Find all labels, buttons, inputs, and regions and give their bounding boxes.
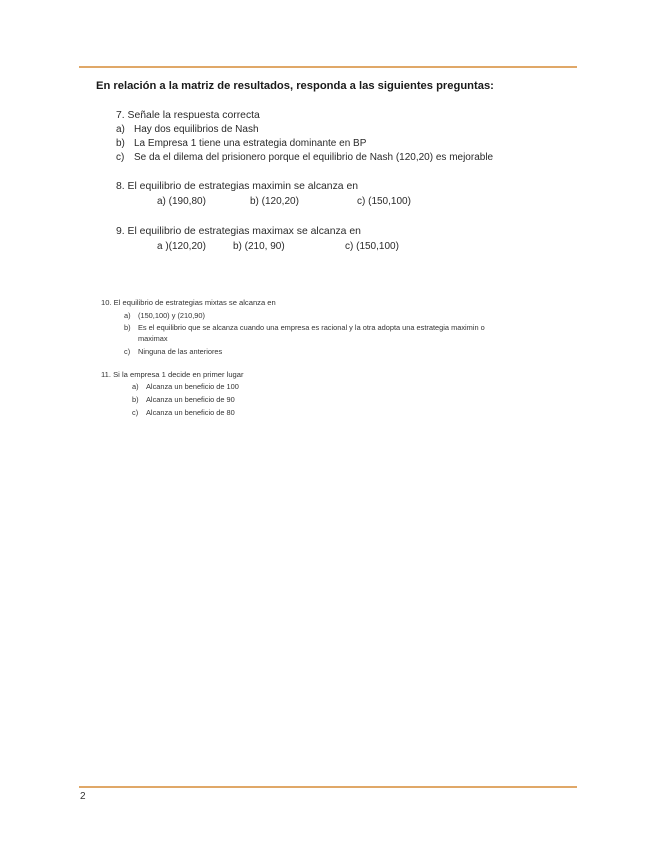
q10-option-a bbox=[124, 311, 205, 320]
footer-rule bbox=[79, 786, 577, 788]
q10-option-letter: c) bbox=[124, 347, 131, 356]
intro-text: En relación a la matriz de resultados, responda a las siguientes preguntas: bbox=[96, 80, 494, 92]
q7-title: 7. Señale la respuesta correcta bbox=[116, 110, 260, 121]
q11-option-letter: b) bbox=[132, 395, 139, 404]
q7-option-text: Se da el dilema del prisionero porque el equilibrio de Nash (120,20) es mejorable bbox=[134, 152, 494, 163]
q7-option-b bbox=[116, 138, 366, 149]
q10-option-text: Es el equilibrio que se alcanza cuando una empresa es racional y la otra adopta una estrategia maximin o bbox=[138, 323, 485, 332]
q10-option-c bbox=[124, 347, 222, 356]
q10-option-b-cont bbox=[124, 334, 168, 343]
q11-option-c bbox=[132, 408, 235, 417]
q7-option-text: La Empresa 1 tiene una estrategia dominante en BP bbox=[134, 138, 367, 149]
q7-option-letter: b) bbox=[116, 138, 125, 149]
q8-option-b: b) (120,20) bbox=[250, 196, 299, 207]
q8-option-a: a) (190,80) bbox=[157, 196, 206, 207]
q10-option-text: Ninguna de las anteriores bbox=[138, 347, 223, 356]
q9-option-a: a )(120,20) bbox=[157, 241, 206, 252]
q7-option-letter: a) bbox=[116, 124, 125, 135]
q9-title: 9. El equilibrio de estrategias maximax se alcanza en bbox=[116, 226, 361, 237]
q9-option-c: c) (150,100) bbox=[345, 241, 399, 252]
q10-title: 10. El equilibrio de estrategias mixtas se alcanza en bbox=[101, 298, 276, 307]
q11-title: 11. Si la empresa 1 decide en primer lugar bbox=[101, 370, 244, 379]
q7-option-c bbox=[116, 152, 493, 163]
header-rule bbox=[79, 66, 577, 68]
q11-option-letter: a) bbox=[132, 382, 139, 391]
q9-option-b: b) (210, 90) bbox=[233, 241, 285, 252]
q7-option-a bbox=[116, 124, 259, 135]
q11-option-letter: c) bbox=[132, 408, 139, 417]
q10-option-b bbox=[124, 323, 485, 332]
q11-option-a bbox=[132, 382, 239, 391]
q8-title: 8. El equilibrio de estrategias maximin se alcanza en bbox=[116, 181, 358, 192]
q10-option-text: (150,100) y (210,90) bbox=[138, 311, 205, 320]
q10-option-text: maximax bbox=[138, 334, 168, 343]
q7-option-letter: c) bbox=[116, 152, 125, 163]
page-number: 2 bbox=[80, 791, 86, 802]
q11-option-text: Alcanza un beneficio de 100 bbox=[146, 382, 239, 391]
q10-option-letter: b) bbox=[124, 323, 131, 332]
q10-option-letter: a) bbox=[124, 311, 131, 320]
q7-option-text: Hay dos equilibrios de Nash bbox=[134, 124, 259, 135]
q11-option-text: Alcanza un beneficio de 90 bbox=[146, 395, 235, 404]
q11-option-text: Alcanza un beneficio de 80 bbox=[146, 408, 235, 417]
q8-option-c: c) (150,100) bbox=[357, 196, 411, 207]
q11-option-b bbox=[132, 395, 235, 404]
